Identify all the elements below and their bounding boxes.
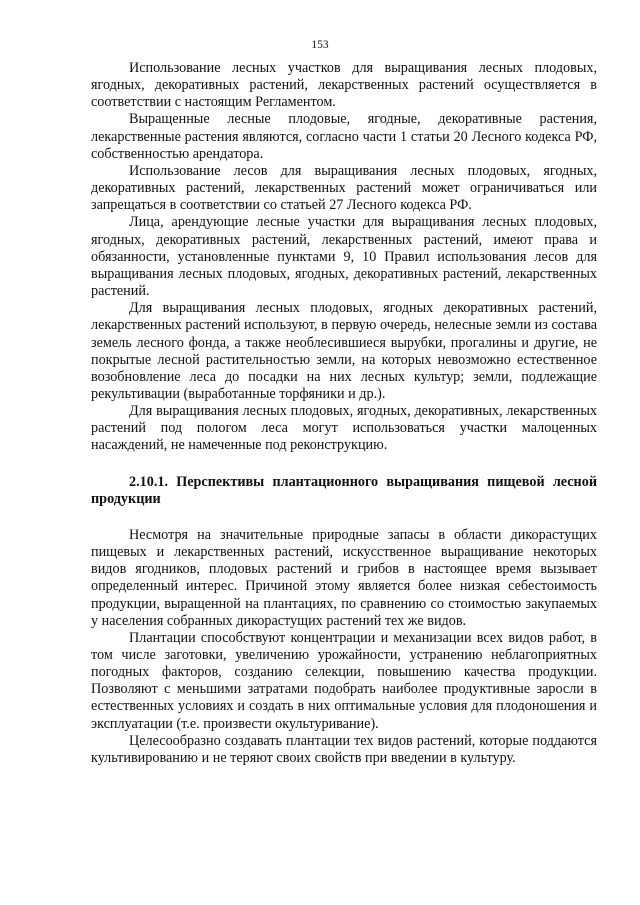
paragraph: Выращенные лесные плодовые, ягодные, декоративные растения, лекарственные растения являются, согласно части 1 статьи 20 Лесного кодекса РФ, собственностью арендатора. <box>91 111 597 162</box>
section-heading: 2.10.1. Перспективы плантационного выращивания пищевой лесной продукции <box>91 473 597 507</box>
paragraph: Для выращивания лесных плодовых, ягодных, декоративных, лекарственных растений под пологом леса могут использоваться участки малоценных насаждений, не намеченные под реконструкцию. <box>91 403 597 454</box>
document-body <box>91 60 597 767</box>
paragraph: Для выращивания лесных плодовых, ягодных декоративных растений, лекарственных растений используют, в первую очередь, нелесные земли из состава земель лесного фонда, а также необлесившиеся вырубки, прогалины и другие, не покрытые лесной растительностью земли, на которых невозможно естественное возобновление леса до посадки на них лесных культур; земли, подлежащие рекультивации (выработанные торфяники и др.). <box>91 300 597 402</box>
page-number: 153 <box>311 39 329 51</box>
paragraph: Использование лесов для выращивания лесных плодовых, ягодных, декоративных растений, лекарственных растений может ограничиваться или запрещаться в соответствии со статьей 27 Лесного кодекса РФ. <box>91 162 597 214</box>
paragraph: Использование лесных участков для выращивания лесных плодовых, ягодных, декоративных растений, лекарственных растений осуществляется в соответствии с настоящим Регламентом. <box>91 60 597 111</box>
paragraph: Плантации способствуют концентрации и механизации всех видов работ, в том числе заготовки, увеличению урожайности, устранению неблагоприятных погодных факторов, созданию селекции, повышению качества продукции. Позволяют с меньшими затратами подобрать наиболее продуктивные заросли в естественных условиях и создать в них оптимальные условия для плодоношения и эксплуатации (т.е. произвести окультуривание). <box>91 629 597 732</box>
paragraph: Несмотря на значительные природные запасы в области дикорастущих пищевых и лекарственных растений, искусственное выращивание некоторых видов ягодников, плодовых растений и грибов в настоящее время вызывает определенный интерес. Причиной этому является более низкая себестоимость продукции, выращенной на плантациях, по сравнению со стоимостью закупаемых у населения собранных дикорастущих растений тех же видов. <box>91 526 597 629</box>
paragraph: Лица, арендующие лесные участки для выращивания лесных плодовых, ягодных, декоративных растений, лекарственных растений, имеют права и обязанности, установленные пунктами 9, 10 Правил использования лесов для выращивания лесных плодовых, ягодных, декоративных растений, лекарственных растений. <box>91 214 597 300</box>
paragraph: Целесообразно создавать плантации тех видов растений, которые поддаются культивированию и не теряют своих свойств при введении в культуру. <box>91 732 597 766</box>
